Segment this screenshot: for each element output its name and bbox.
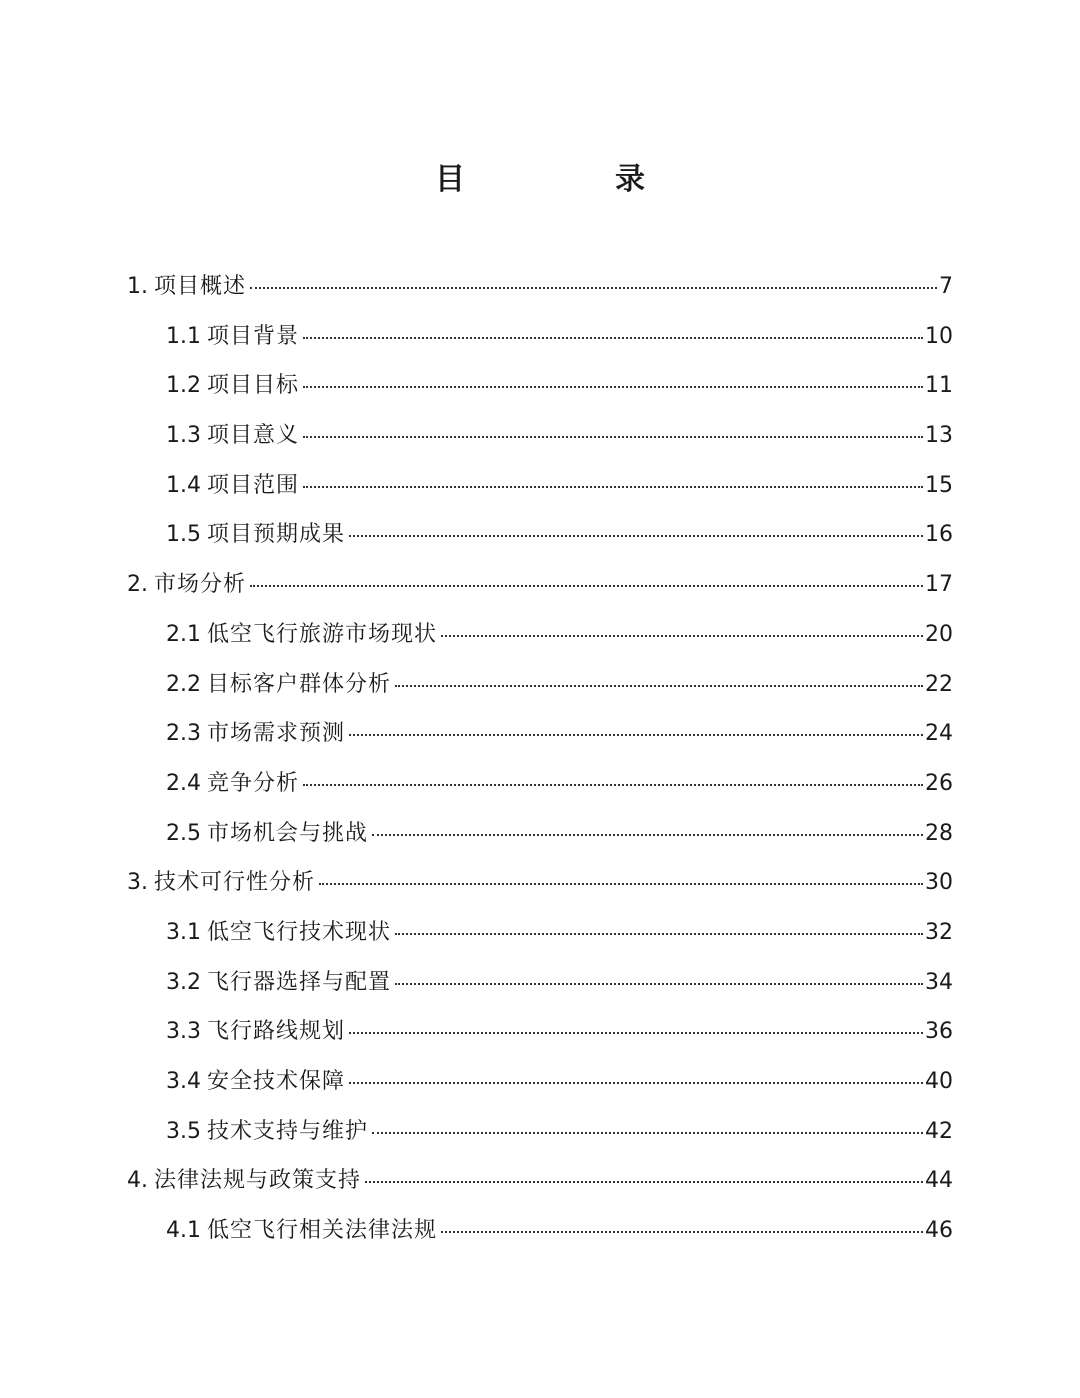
toc-entry-number: 2.: [127, 572, 148, 598]
toc-entry-page-number: 15: [925, 472, 953, 498]
toc-section-entry[interactable]: [127, 1013, 953, 1063]
toc-entry-label: 安全技术保障: [207, 1069, 346, 1094]
dot-leader: [303, 486, 923, 488]
toc-title: 目 录: [435, 162, 705, 197]
toc-entry-heading: [166, 1063, 345, 1101]
toc-section-entry[interactable]: [127, 318, 953, 368]
table-of-contents: [127, 268, 953, 1262]
toc-chapter-entry[interactable]: [127, 1162, 953, 1212]
toc-section-entry[interactable]: [127, 367, 953, 417]
toc-section-entry[interactable]: [127, 1212, 953, 1262]
toc-entry-page-number: 42: [925, 1118, 953, 1144]
toc-entry-number: 1.: [127, 274, 148, 299]
toc-entry-number: 3.5: [166, 1118, 201, 1144]
toc-entry-number: 1.4: [166, 472, 201, 498]
dot-leader: [319, 883, 923, 885]
toc-entry-heading: [166, 914, 391, 952]
toc-entry-page-number: 30: [925, 870, 953, 896]
toc-entry-number: 4.1: [166, 1218, 201, 1244]
toc-section-entry[interactable]: [127, 914, 953, 964]
toc-entry-page-number: 26: [925, 770, 953, 796]
dot-leader: [250, 287, 937, 289]
toc-entry-label: 技术支持与维护: [207, 1118, 369, 1144]
toc-entry-label: 飞行器选择与配置: [207, 969, 392, 995]
toc-entry-page-number: 44: [925, 1168, 953, 1194]
toc-section-entry[interactable]: [127, 1113, 953, 1163]
toc-entry-heading: [166, 815, 368, 853]
dot-leader: [303, 436, 923, 438]
toc-entry-label: 项目预期成果: [207, 522, 346, 548]
dot-leader: [349, 734, 923, 736]
toc-entry-heading: [166, 1212, 437, 1250]
dot-leader: [441, 1231, 923, 1233]
toc-entry-label: 市场需求预测: [207, 721, 346, 747]
toc-entry-heading: [127, 1162, 361, 1200]
toc-entry-number: 2.2: [166, 671, 201, 697]
toc-entry-page-number: 28: [925, 820, 953, 846]
toc-entry-label: 项目目标: [207, 373, 300, 399]
toc-entry-heading: [127, 268, 246, 306]
toc-entry-heading: [166, 765, 299, 803]
toc-entry-label: 低空飞行相关法律法规: [207, 1218, 438, 1244]
toc-entry-heading: [166, 964, 391, 1002]
toc-entry-number: 2.1: [166, 621, 201, 647]
toc-entry-page-number: 36: [925, 1019, 953, 1045]
toc-chapter-entry[interactable]: [127, 566, 953, 616]
dot-leader: [372, 1132, 923, 1134]
toc-entry-page-number: 32: [925, 919, 953, 945]
toc-entry-label: 目标客户群体分析: [207, 671, 392, 697]
toc-section-entry[interactable]: [127, 765, 953, 815]
dot-leader: [250, 585, 923, 587]
toc-entry-number: 1.1: [166, 323, 201, 349]
toc-section-entry[interactable]: [127, 715, 953, 765]
toc-entry-page-number: 7: [939, 274, 953, 299]
toc-entry-number: 3.4: [166, 1069, 201, 1094]
dot-leader: [303, 337, 923, 339]
toc-entry-heading: [166, 1113, 368, 1151]
toc-entry-heading: [127, 864, 315, 902]
toc-entry-heading: [166, 1013, 345, 1051]
toc-entry-number: 1.2: [166, 373, 201, 399]
dot-leader: [303, 386, 923, 388]
toc-section-entry[interactable]: [127, 616, 953, 666]
toc-entry-label: 项目背景: [207, 323, 300, 349]
toc-entry-page-number: 22: [925, 671, 953, 697]
toc-entry-heading: [166, 467, 299, 505]
toc-entry-page-number: 13: [925, 423, 953, 449]
toc-entry-label: 市场机会与挑战: [207, 820, 369, 846]
toc-entry-page-number: 10: [925, 323, 953, 349]
dot-leader: [395, 983, 923, 985]
toc-chapter-entry[interactable]: [127, 864, 953, 914]
toc-entry-number: 2.5: [166, 820, 201, 846]
toc-entry-page-number: 20: [925, 621, 953, 647]
dot-leader: [395, 685, 923, 687]
dot-leader: [365, 1181, 923, 1183]
toc-entry-label: 技术可行性分析: [154, 870, 316, 896]
dot-leader: [303, 784, 923, 786]
toc-entry-label: 市场分析: [154, 572, 247, 598]
toc-entry-heading: [166, 616, 437, 654]
toc-section-entry[interactable]: [127, 516, 953, 566]
toc-section-entry[interactable]: [127, 467, 953, 517]
toc-entry-page-number: 34: [925, 969, 953, 995]
toc-entry-heading: [127, 566, 246, 604]
toc-entry-number: 2.3: [166, 721, 201, 747]
toc-entry-label: 低空飞行旅游市场现状: [207, 621, 438, 647]
dot-leader: [349, 535, 923, 537]
toc-entry-label: 项目概述: [154, 274, 247, 299]
toc-entry-number: 2.4: [166, 770, 201, 796]
toc-entry-heading: [166, 318, 299, 356]
dot-leader: [349, 1032, 923, 1034]
toc-entry-heading: [166, 367, 299, 405]
toc-entry-page-number: 24: [925, 721, 953, 747]
dot-leader: [395, 933, 923, 935]
toc-section-entry[interactable]: [127, 815, 953, 865]
toc-entry-number: 1.3: [166, 423, 201, 449]
toc-entry-heading: [166, 666, 391, 704]
toc-entry-heading: [166, 417, 299, 455]
toc-section-entry[interactable]: [127, 964, 953, 1014]
toc-entry-page-number: 17: [925, 572, 953, 598]
toc-entry-page-number: 46: [925, 1218, 953, 1244]
toc-entry-number: 1.5: [166, 522, 201, 548]
toc-entry-number: 3.3: [166, 1019, 201, 1045]
dot-leader: [372, 834, 923, 836]
toc-entry-label: 法律法规与政策支持: [154, 1168, 362, 1194]
toc-entry-number: 4.: [127, 1168, 148, 1194]
toc-entry-label: 飞行路线规划: [207, 1019, 346, 1045]
toc-section-entry[interactable]: [127, 666, 953, 716]
dot-leader: [441, 635, 923, 637]
toc-entry-number: 3.2: [166, 969, 201, 995]
toc-chapter-entry[interactable]: [127, 268, 953, 318]
dot-leader: [349, 1082, 923, 1084]
toc-entry-label: 竞争分析: [207, 770, 300, 796]
toc-entry-label: 项目意义: [207, 423, 300, 449]
toc-entry-number: 3.1: [166, 919, 201, 945]
toc-section-entry[interactable]: [127, 1063, 953, 1113]
toc-entry-page-number: 11: [925, 373, 953, 399]
toc-entry-label: 项目范围: [207, 472, 300, 498]
toc-entry-page-number: 16: [925, 522, 953, 548]
toc-entry-page-number: 40: [925, 1069, 953, 1094]
toc-entry-label: 低空飞行技术现状: [207, 919, 392, 945]
toc-entry-number: 3.: [127, 870, 148, 896]
toc-entry-heading: [166, 516, 345, 554]
toc-section-entry[interactable]: [127, 417, 953, 467]
toc-entry-heading: [166, 715, 345, 753]
